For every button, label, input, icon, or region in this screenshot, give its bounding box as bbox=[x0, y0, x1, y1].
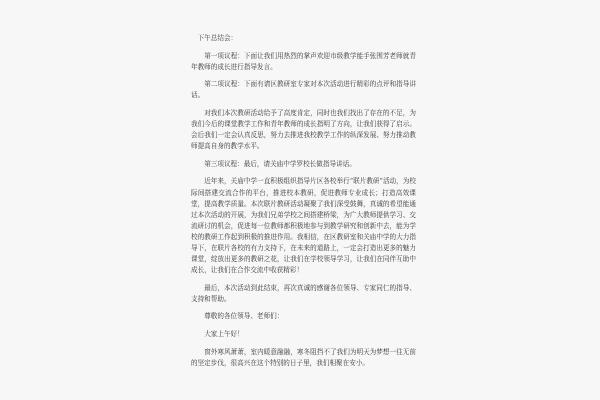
salutation: 尊敬的各位领导、老师们： bbox=[204, 312, 284, 321]
paragraph: 最后，本次活动到此结束，再次真诚的感谢各位领导、专家同仁的指导、支持和帮助。 bbox=[191, 283, 416, 303]
paragraph: 第一项议程：下面让我们用热烈的掌声欢迎市级教学能手张围芳老师就青年教师的成长进行指导发言。 bbox=[191, 51, 416, 71]
paragraph: 第三项议程：最后，请关庙中学罗校长做指导讲话。 bbox=[204, 159, 356, 168]
paragraph: 窗外寒风萧萧，室内暖意融融，寒冬阻挡不了我们为明天为梦想一往无前的坚定步伐，很高兴在这个特别的日子里，我们相聚在安小。 bbox=[191, 347, 416, 367]
paragraph: 对我们本次教研活动给予了高度肯定，同时也我们找出了存在的不足，为我们今后的课堂教学工作和青年教师的成长指明了方向，让我们获得了启示。会后我们一定会认真反思，努力去推进我校教学工作的纵深发展、努力推动教师提高自身的教学水平。 bbox=[191, 108, 416, 151]
section-heading: 下午总结会： bbox=[197, 34, 238, 42]
document-body bbox=[191, 33, 416, 375]
greeting: 大家上午好！ bbox=[204, 330, 244, 339]
paragraph: 第二项议程：下面有请区教研室专家对本次活动进行精彩的点评和指导讲话。 bbox=[191, 80, 416, 100]
paragraph: 近年来，关庙中学一直积极组织指导片区各校举行“联片教研”活动，为校际间搭建交流合作的平台，推进校本教研，促进教师专业成长；打造高效课堂，提高教学质量。本次联片教研活动凝聚了我们深受鼓舞，真诚的希望能通过本次活动的开展，为我们兄弟学校之间搭建桥梁，为广大教师提供学习、交流研讨的机会，促进每一位教师都积极地参与到教学研究和创新中去，能为学校的教研工作起到积极的推进作用。我相信，在区教研室和关庙中学的大力指导下，在联片各校的有力支持下，在未来的道路上，一定会打造出更多的魅力课堂，绽放出更多的教研之花，让我们在学校领导学习，让我们在同伴互助中成长，让我们在合作交流中收获精彩！ bbox=[191, 177, 416, 275]
